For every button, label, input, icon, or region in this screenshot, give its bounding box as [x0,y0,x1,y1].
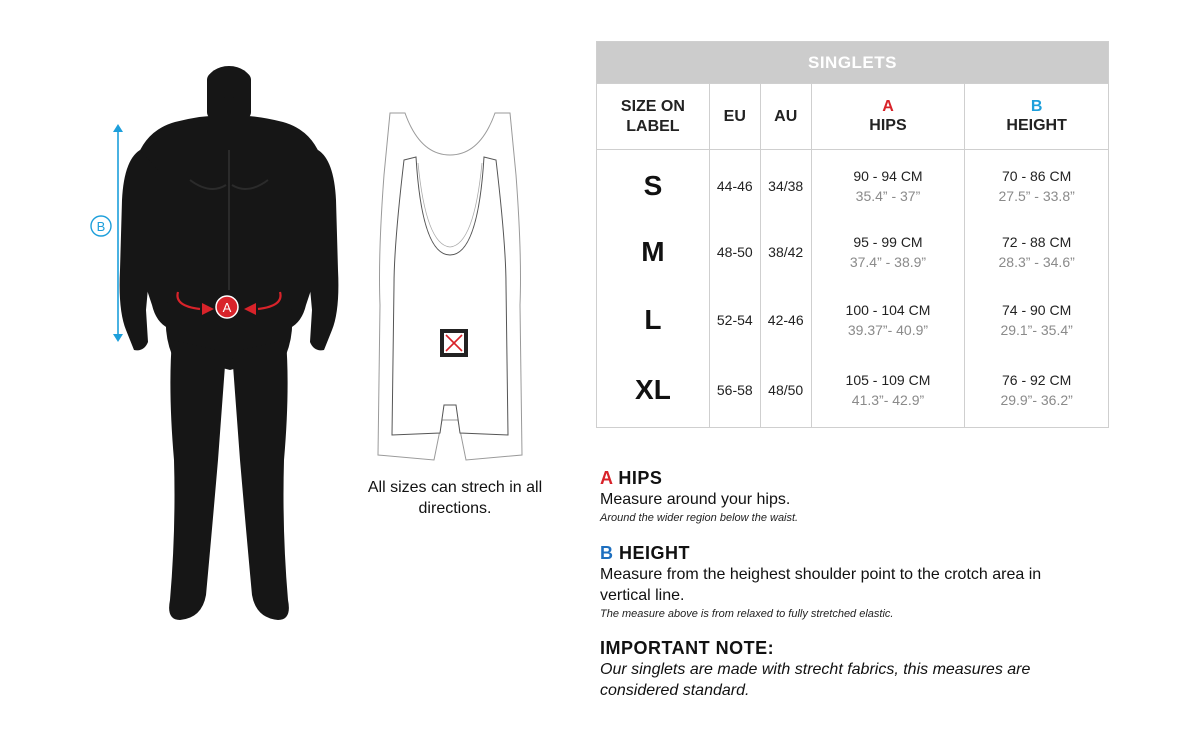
au-cell: 48/50 [760,354,811,428]
important-note-title: IMPORTANT NOTE: [600,638,775,658]
hips-cell [811,218,965,286]
height-in: 27.5” - 33.8” [998,187,1075,204]
eu-cell: 56-58 [709,354,760,428]
hips-note [600,468,1120,526]
important-note [600,638,1120,701]
size-chart-table [596,41,1109,428]
height-note-small: The measure above is from relaxed to fully stretched elastic. [600,608,894,620]
table-row [597,286,1109,354]
eu-cell: 52-54 [709,286,760,354]
stretch-note: All sizes can strech in all directions. [367,479,543,517]
height-note-text: Measure from the heighest shoulder point to the crotch area in vertical line. [600,566,1042,604]
hips-in: 35.4” - 37” [855,187,921,204]
svg-text:B: B [96,219,106,234]
mannequin-head [207,66,251,98]
hips-note-heading [600,468,1120,489]
table-row [597,354,1109,428]
hips-in: 39.37”- 40.9” [847,321,929,338]
height-note-heading [600,543,1120,564]
size-cell: S [597,150,710,218]
header-eu: EU [709,84,760,150]
height-cm: 76 - 92 CM [1002,372,1072,389]
hips-note-title: HIPS [618,468,663,488]
mannequin-figure [80,60,340,630]
hips-cm: 90 - 94 CM [853,167,923,184]
hips-marker-a [216,296,238,318]
header-height-label: HEIGHT [1006,116,1067,134]
hips-note-small: Around the wider region below the waist. [600,512,799,524]
eu-cell: 48-50 [709,218,760,286]
height-cm: 72 - 88 CM [1002,233,1072,250]
height-note-title: HEIGHT [619,543,691,563]
height-cm: 74 - 90 CM [1002,301,1072,318]
hips-note-letter: A [600,468,613,488]
size-cell: M [597,218,710,286]
au-cell: 34/38 [760,150,811,218]
height-in: 29.9”- 36.2” [1000,392,1073,409]
height-note-letter: B [600,543,614,563]
eu-cell: 44-46 [709,150,760,218]
measurement-notes [600,468,1120,701]
table-row [597,150,1109,218]
size-cell: L [597,286,710,354]
hips-cell [811,354,965,428]
height-cell [965,218,1109,286]
hips-cm: 95 - 99 CM [853,233,923,250]
header-hips-letter: A [882,97,894,115]
table-row [597,218,1109,286]
hips-in: 41.3”- 42.9” [851,392,925,409]
hips-cm: 100 - 104 CM [845,301,931,318]
height-cell [965,354,1109,428]
height-in: 28.3” - 34.6” [998,253,1075,270]
size-cell: XL [597,354,710,428]
header-size-on-label: SIZE ON LABEL [597,84,710,150]
stretch-arrows-icon [440,329,468,357]
hips-note-text: Measure around your hips. [600,491,791,508]
header-hips [811,84,965,150]
au-cell: 42-46 [760,286,811,354]
header-au: AU [760,84,811,150]
table-title: SINGLETS [597,42,1109,84]
hips-in: 37.4” - 38.9” [849,253,927,270]
au-cell: 38/42 [760,218,811,286]
header-height [965,84,1109,150]
height-cell [965,150,1109,218]
hips-cm: 105 - 109 CM [845,372,931,389]
height-note [600,543,1120,622]
height-cell [965,286,1109,354]
header-height-letter: B [1030,97,1043,115]
hips-cell [811,286,965,354]
singlet-outline [360,105,540,475]
important-note-text: Our singlets are made with strecht fabrics, this measures are considered standard. [600,661,1031,699]
svg-text:A: A [222,300,232,315]
hips-cell [811,150,965,218]
height-marker-b [91,216,111,236]
header-hips-label: HIPS [869,116,907,134]
height-cm: 70 - 86 CM [1002,167,1072,184]
height-in: 29.1”- 35.4” [1000,321,1073,338]
